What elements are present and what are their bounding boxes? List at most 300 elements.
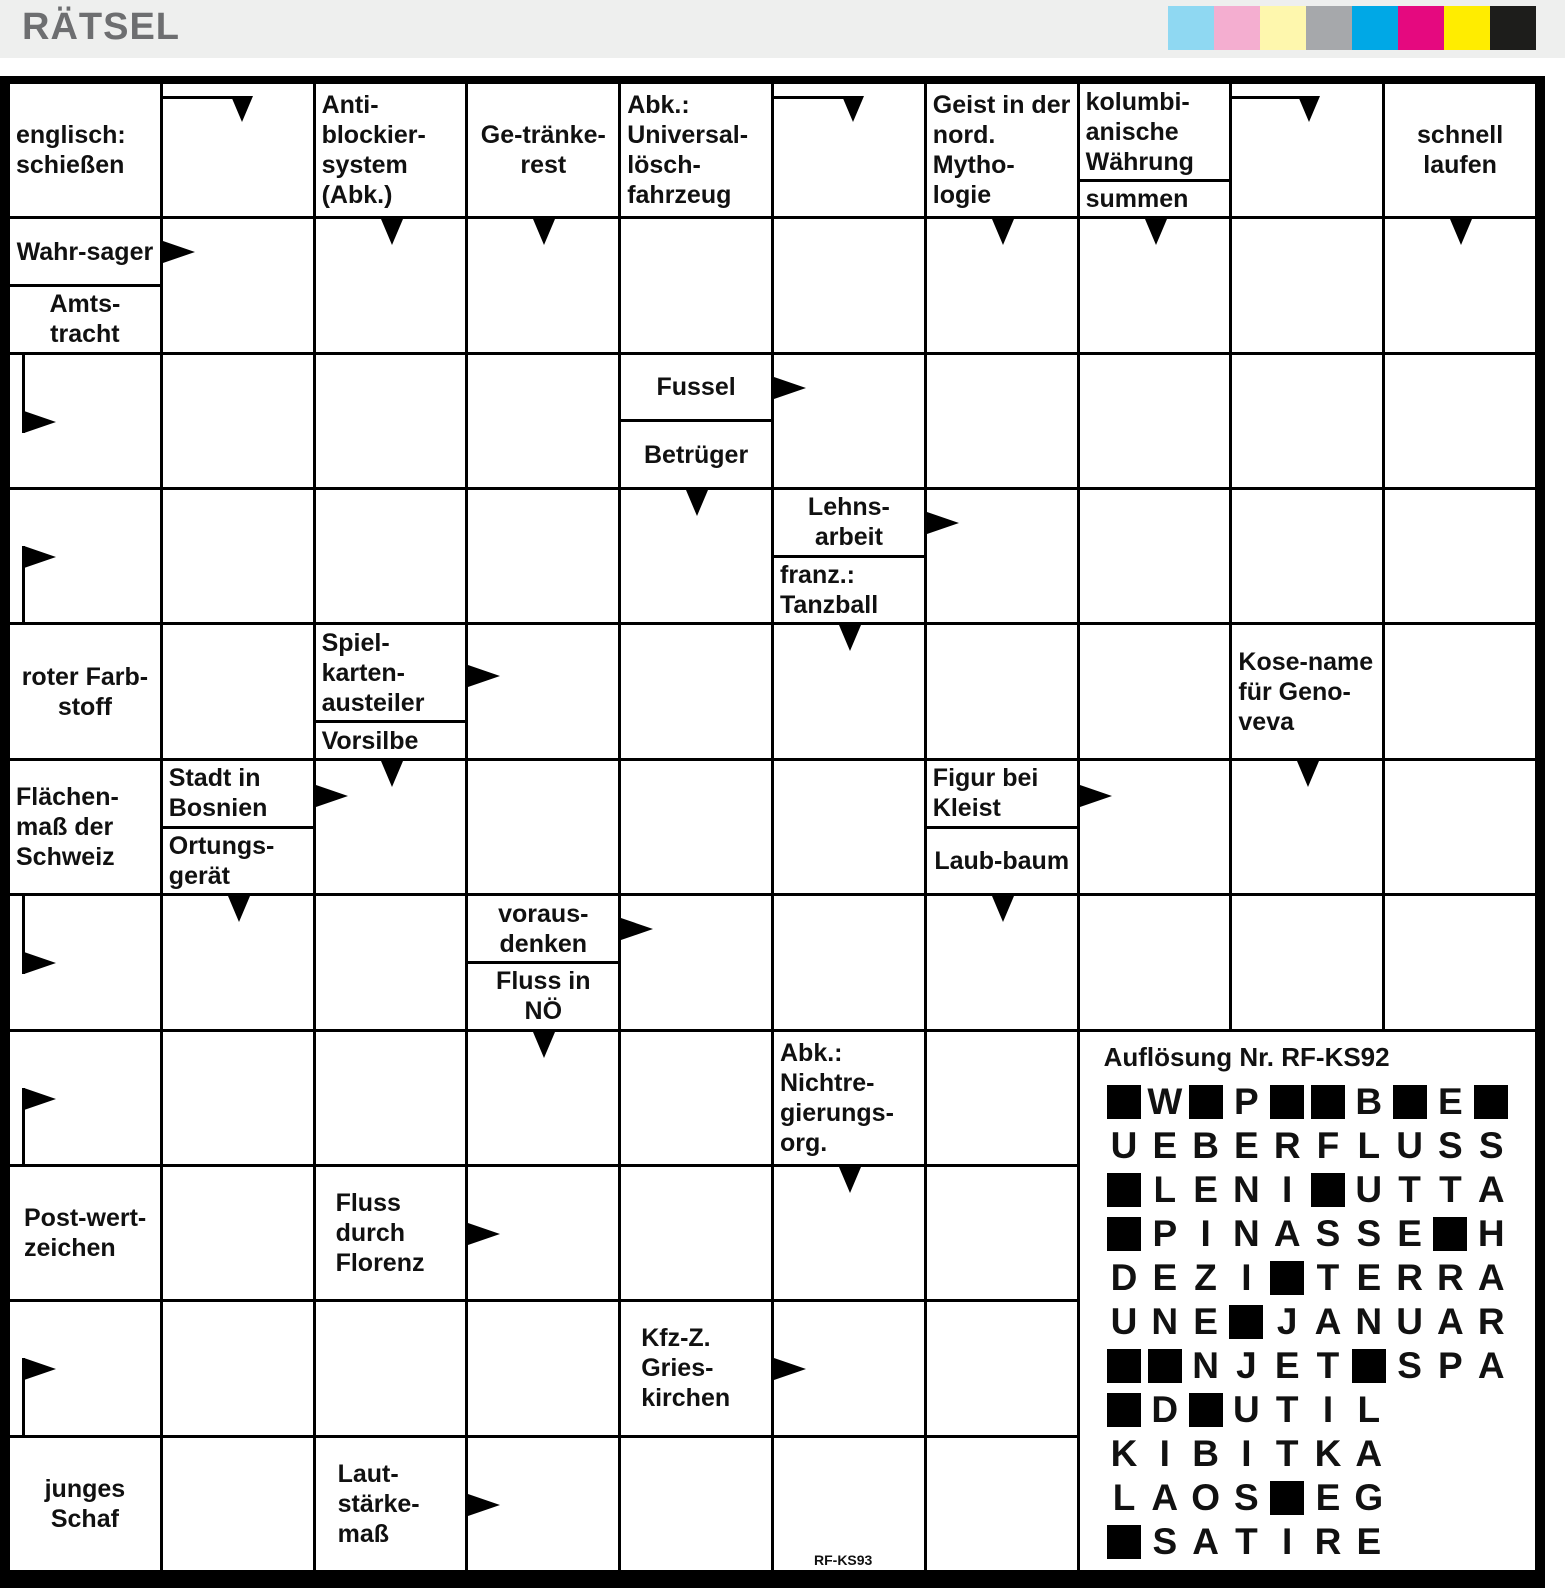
arrow-right-icon (1080, 785, 1112, 807)
solution-letter: R (1477, 1300, 1505, 1342)
clue-laubbaum: Laub-baum (927, 826, 1077, 894)
answer-cell[interactable] (163, 219, 313, 351)
clue-amtstracht: Amts-tracht (10, 284, 160, 352)
solution-letter: B (1355, 1080, 1383, 1122)
arrow-down-icon (533, 1032, 555, 1058)
solution-letter: T (1316, 1256, 1340, 1298)
solution-block-square (1270, 1085, 1304, 1119)
clue-cell (10, 761, 160, 893)
solution-letter: A (1477, 1256, 1505, 1298)
arrow-down-icon (533, 219, 555, 245)
answer-cell[interactable] (468, 1167, 618, 1299)
solution-letter: R (1396, 1256, 1423, 1298)
solution-letter: E (1274, 1344, 1300, 1386)
arrow-down-icon (1450, 219, 1472, 245)
solution-letter: H (1477, 1212, 1505, 1254)
answer-cell[interactable] (316, 1302, 466, 1434)
answer-cell[interactable] (774, 896, 924, 1028)
solution-block (1104, 1520, 1145, 1564)
answer-cell[interactable] (163, 1032, 313, 1164)
solution-block (1226, 1300, 1267, 1344)
clue-vorsilbe: Vorsilbe (316, 720, 466, 757)
solution-block-square (1270, 1261, 1304, 1295)
clue-ortungsgeraet: Ortungs-gerät (163, 826, 313, 894)
solution-block (1348, 1344, 1389, 1388)
solution-letter: E (1234, 1124, 1259, 1166)
clue-wahrsager: Wahr-sager (16, 237, 154, 266)
clue-cell (163, 761, 313, 893)
clue-schnell-laufen: schnell laufen (1417, 121, 1504, 180)
solution-block-square (1270, 1481, 1304, 1515)
solution-letter: R (1273, 1124, 1301, 1166)
answer-cell[interactable] (10, 355, 160, 487)
solution-letter: A (1355, 1432, 1383, 1474)
color-swatch (1260, 6, 1306, 50)
clue-lautstaerke: Laut-stärke-maß (337, 1459, 420, 1548)
solution-title: Auflösung Nr. RF-KS92 (1103, 1041, 1390, 1072)
answer-cell[interactable] (927, 1032, 1077, 1164)
clue-cell (1080, 84, 1230, 216)
solution-block-square (1189, 1393, 1223, 1427)
answer-cell[interactable] (621, 1438, 771, 1570)
solution-letter: T (1439, 1168, 1462, 1210)
solution-block-square (1107, 1173, 1141, 1207)
answer-cell[interactable] (316, 896, 466, 1028)
clue-kolumbianische: kolumbi-anische Währung (1085, 87, 1194, 176)
solution-letter: U (1110, 1124, 1138, 1166)
answer-cell[interactable] (468, 490, 618, 622)
answer-cell[interactable] (927, 1302, 1077, 1434)
answer-cell[interactable] (316, 490, 466, 622)
solution-letter: E (1438, 1080, 1463, 1122)
clue-englisch-schiessen: englisch: schießen (16, 121, 126, 180)
answer-cell[interactable] (1385, 219, 1535, 351)
answer-cell[interactable] (10, 490, 160, 622)
arrow-down-icon (381, 219, 403, 245)
answer-cell[interactable] (1385, 355, 1535, 487)
solution-letter: T (1398, 1168, 1421, 1210)
clue-cell (10, 1167, 160, 1299)
solution-block-square (1352, 1349, 1386, 1383)
solution-block (1267, 1256, 1308, 1300)
answer-cell[interactable] (163, 896, 313, 1028)
solution-block-square (1107, 1525, 1141, 1559)
solution-letter: L (1112, 1476, 1136, 1518)
solution-letter: A (1192, 1520, 1219, 1562)
solution-block (1308, 1168, 1349, 1212)
solution-empty (1430, 1520, 1471, 1564)
arrow-right-icon (316, 785, 348, 807)
header-bar (0, 0, 1565, 58)
arrow-right-icon (163, 241, 195, 263)
solution-block-square (1474, 1085, 1508, 1119)
arrow-right-icon (774, 377, 806, 399)
solution-block-square (1229, 1305, 1263, 1339)
clue-flaechenmass: Flächen-maß der Schweiz (16, 782, 119, 871)
arrow-down-icon (842, 96, 864, 122)
solution-letter: U (1355, 1168, 1383, 1210)
solution-letter: B (1192, 1432, 1219, 1474)
answer-cell[interactable] (316, 355, 466, 487)
answer-cell[interactable] (1080, 490, 1230, 622)
clue-fluss-noe: Fluss in NÖ (468, 961, 618, 1029)
solution-block-square (1189, 1085, 1223, 1119)
answer-cell[interactable] (163, 1167, 313, 1299)
solution-letter: T (1275, 1432, 1299, 1474)
arrow-down-icon (381, 761, 403, 787)
solution-block-square (1107, 1393, 1141, 1427)
answer-cell[interactable] (774, 625, 924, 757)
solution-letter: I (1322, 1388, 1334, 1430)
answer-cell[interactable] (1232, 490, 1382, 622)
answer-cell[interactable] (621, 625, 771, 757)
solution-letter: L (1357, 1124, 1381, 1166)
answer-cell[interactable] (163, 355, 313, 487)
solution-block (1104, 1388, 1145, 1432)
solution-letter: T (1275, 1388, 1299, 1430)
solution-letter: T (1316, 1344, 1340, 1386)
solution-letter: L (1357, 1388, 1381, 1430)
answer-cell[interactable] (468, 219, 618, 351)
arrow-down-icon (839, 625, 861, 651)
clue-cell (10, 625, 160, 757)
solution-empty (1430, 1476, 1471, 1520)
solution-letter: N (1233, 1168, 1260, 1210)
clue-figur-kleist: Figur bei Kleist (932, 764, 1039, 823)
solution-letter: S (1234, 1476, 1259, 1518)
answer-cell[interactable] (10, 1032, 160, 1164)
answer-cell[interactable] (316, 761, 466, 893)
arrow-right-icon (621, 918, 653, 940)
arrow-right-icon (24, 1088, 56, 1110)
answer-cell[interactable] (468, 761, 618, 893)
solution-letter: I (1282, 1168, 1293, 1210)
solution-letter: N (1192, 1344, 1219, 1386)
puzzle-code: RF-KS93 (814, 1551, 873, 1568)
clue-cell (621, 355, 771, 487)
solution-letter: I (1241, 1256, 1252, 1298)
solution-letter: A (1477, 1168, 1505, 1210)
clue-cell (774, 1032, 924, 1164)
answer-cell[interactable] (774, 219, 924, 351)
solution-letter: R (1437, 1256, 1464, 1298)
answer-cell[interactable] (1232, 219, 1382, 351)
answer-cell[interactable] (1385, 896, 1535, 1028)
answer-cell[interactable] (1080, 761, 1230, 893)
answer-cell[interactable] (621, 1032, 771, 1164)
clue-tanzball: franz.: Tanzball (774, 555, 924, 623)
color-swatch (1398, 6, 1444, 50)
clue-cell (316, 1167, 466, 1299)
solution-empty (1389, 1388, 1430, 1432)
solution-letter: E (1193, 1300, 1218, 1342)
solution-empty (1389, 1476, 1430, 1520)
clue-betrueger: Betrüger (621, 419, 771, 487)
clue-junges-schaf: junges Schaf (44, 1474, 126, 1533)
clue-geist: Geist in der nord. Mytho-logie (932, 91, 1071, 210)
answer-cell[interactable] (1232, 84, 1382, 216)
clue-ulf: Abk.: Universal-lösch-fahrzeug (627, 91, 749, 210)
solution-block (1267, 1476, 1308, 1520)
answer-cell[interactable] (10, 1302, 160, 1434)
color-swatch (1214, 6, 1260, 50)
arrow-down-icon (228, 896, 250, 922)
solution-letter: A (1151, 1476, 1179, 1518)
clue-postwertzeichen: Post-wert-zeichen (24, 1204, 147, 1263)
solution-letter: S (1356, 1212, 1382, 1254)
page-title: RÄTSEL (22, 6, 180, 48)
arrow-down-icon (1297, 761, 1319, 787)
answer-cell[interactable] (1385, 490, 1535, 622)
solution-letter: J (1236, 1344, 1257, 1386)
answer-cell[interactable] (163, 625, 313, 757)
clue-cell (927, 84, 1077, 216)
arrow-right-icon (24, 546, 56, 568)
clue-kfz: Kfz-Z. Gries-kirchen (641, 1324, 731, 1413)
solution-letter: D (1110, 1256, 1138, 1298)
solution-letter: T (1235, 1520, 1258, 1562)
solution-letter: F (1316, 1124, 1340, 1166)
answer-cell[interactable] (163, 84, 313, 216)
solution-letter: I (1200, 1212, 1211, 1254)
solution-letter: Z (1194, 1256, 1217, 1298)
clue-cell (10, 84, 160, 216)
clue-cell (927, 761, 1077, 893)
arrow-down-icon (1298, 96, 1320, 122)
clue-vorausdenken: voraus-denken (498, 899, 589, 958)
solution-block (1104, 1168, 1145, 1212)
solution-letter: K (1314, 1432, 1342, 1474)
arrow-down-icon (231, 96, 253, 122)
solution-letter: N (1151, 1300, 1179, 1342)
solution-letter: S (1315, 1212, 1341, 1254)
solution-letter: A (1273, 1212, 1301, 1254)
arrow-down-icon (839, 1167, 861, 1193)
arrow-right-icon (24, 952, 56, 974)
solution-letter: I (1159, 1432, 1170, 1474)
answer-cell[interactable] (621, 1167, 771, 1299)
solution-letter: P (1438, 1344, 1463, 1386)
arrow-right-icon (774, 1358, 806, 1380)
answer-cell[interactable] (774, 1167, 924, 1299)
clue-cell (316, 1438, 466, 1570)
arrow-down-icon (992, 896, 1014, 922)
answer-cell[interactable] (316, 1032, 466, 1164)
answer-cell[interactable] (1385, 761, 1535, 893)
solution-grid (1104, 1080, 1512, 1564)
clue-roter-farbstoff: roter Farb-stoff (21, 662, 149, 721)
solution-block (1389, 1080, 1430, 1124)
clue-cell (468, 896, 618, 1028)
solution-empty (1471, 1476, 1512, 1520)
clue-cell (10, 1438, 160, 1570)
solution-block-square (1311, 1085, 1345, 1119)
solution-letter: U (1396, 1300, 1423, 1342)
answer-cell[interactable] (1385, 625, 1535, 757)
color-swatch (1490, 6, 1536, 50)
clue-cell (621, 1302, 771, 1434)
solution-letter: N (1355, 1300, 1383, 1342)
arrow-down-icon (992, 219, 1014, 245)
solution-letter: E (1356, 1520, 1382, 1562)
arrow-right-icon (468, 665, 500, 687)
solution-block-square (1311, 1173, 1345, 1207)
solution-letter: E (1152, 1124, 1178, 1166)
answer-cell[interactable] (163, 1302, 313, 1434)
clue-cell (10, 219, 160, 351)
arrow-right-icon (927, 512, 959, 534)
arrow-right-icon (468, 1494, 500, 1516)
solution-letter: D (1151, 1388, 1179, 1430)
solution-letter: O (1191, 1476, 1220, 1518)
crossword-grid (10, 84, 1535, 1570)
answer-cell[interactable] (1232, 896, 1382, 1028)
solution-letter: S (1397, 1344, 1422, 1386)
solution-block-square (1148, 1349, 1182, 1383)
clue-fluss-florenz: Fluss durch Florenz (335, 1189, 425, 1278)
arrow-down-icon (686, 490, 708, 516)
solution-panel (1080, 1032, 1535, 1570)
answer-cell[interactable] (468, 1302, 618, 1434)
clue-cell (774, 490, 924, 622)
color-swatch (1352, 6, 1398, 50)
clue-abs: Anti-blockier-system (Abk.) (321, 91, 426, 210)
clue-spielkarten: Spiel-karten-austeiler (321, 628, 425, 717)
solution-empty (1471, 1520, 1512, 1564)
answer-cell[interactable] (163, 1438, 313, 1570)
arrow-right-icon (24, 411, 56, 433)
answer-cell[interactable] (927, 219, 1077, 351)
solution-block (1267, 1080, 1308, 1124)
answer-cell[interactable] (621, 219, 771, 351)
answer-cell[interactable] (468, 1032, 618, 1164)
solution-letter: U (1110, 1300, 1138, 1342)
solution-block (1104, 1080, 1145, 1124)
solution-letter: G (1354, 1476, 1384, 1518)
solution-letter: S (1438, 1124, 1463, 1166)
solution-letter: E (1152, 1256, 1178, 1298)
solution-block (1471, 1080, 1512, 1124)
clue-cell (1385, 84, 1535, 216)
solution-letter: U (1396, 1124, 1423, 1166)
color-swatches (1168, 6, 1536, 50)
solution-letter: P (1152, 1212, 1178, 1254)
clue-stadt-bosnien: Stadt in Bosnien (168, 764, 268, 823)
answer-cell[interactable] (927, 625, 1077, 757)
answer-cell[interactable] (774, 1302, 924, 1434)
answer-cell[interactable] (927, 1438, 1077, 1570)
answer-cell[interactable] (316, 219, 466, 351)
answer-cell[interactable] (1080, 219, 1230, 351)
answer-cell[interactable] (774, 1438, 924, 1570)
solution-letter: K (1110, 1432, 1138, 1474)
color-swatch (1168, 6, 1214, 50)
solution-letter: W (1147, 1080, 1183, 1122)
arrow-down-icon (1145, 219, 1167, 245)
answer-cell[interactable] (927, 355, 1077, 487)
answer-cell[interactable] (774, 761, 924, 893)
solution-letter: U (1233, 1388, 1260, 1430)
clue-cell (1232, 625, 1382, 757)
clue-fussel: Fussel (656, 373, 736, 402)
clue-kosename: Kose-name für Geno-veva (1238, 647, 1374, 736)
answer-cell[interactable] (621, 490, 771, 622)
solution-letter: S (1152, 1520, 1178, 1562)
arrow-right-icon (24, 1358, 56, 1380)
answer-cell[interactable] (927, 896, 1077, 1028)
clue-cell (468, 84, 618, 216)
answer-cell[interactable] (774, 84, 924, 216)
solution-letter: N (1233, 1212, 1260, 1254)
answer-cell[interactable] (163, 490, 313, 622)
solution-letter: E (1356, 1256, 1382, 1298)
clue-summen: summen (1080, 179, 1230, 216)
answer-cell[interactable] (774, 355, 924, 487)
answer-cell[interactable] (1080, 625, 1230, 757)
color-swatch (1444, 6, 1490, 50)
answer-cell[interactable] (1232, 355, 1382, 487)
solution-block (1144, 1344, 1185, 1388)
solution-letter: J (1276, 1300, 1298, 1342)
solution-letter: B (1192, 1124, 1219, 1166)
solution-block (1308, 1080, 1349, 1124)
clue-ngo: Abk.: Nichtre-gierungs-org. (780, 1038, 894, 1157)
solution-letter: P (1234, 1080, 1259, 1122)
answer-cell[interactable] (10, 896, 160, 1028)
solution-letter: E (1397, 1212, 1422, 1254)
solution-block (1185, 1080, 1226, 1124)
answer-cell[interactable] (468, 355, 618, 487)
solution-empty (1389, 1432, 1430, 1476)
answer-cell[interactable] (468, 625, 618, 757)
answer-cell[interactable] (468, 1438, 618, 1570)
solution-empty (1430, 1432, 1471, 1476)
solution-letter: A (1477, 1344, 1505, 1386)
solution-block (1185, 1388, 1226, 1432)
solution-letter: L (1153, 1168, 1177, 1210)
solution-letter: E (1193, 1168, 1218, 1210)
solution-letter: I (1241, 1432, 1252, 1474)
solution-block-square (1107, 1085, 1141, 1119)
arrow-right-icon (468, 1223, 500, 1245)
solution-empty (1471, 1388, 1512, 1432)
answer-cell[interactable] (621, 761, 771, 893)
solution-empty (1471, 1432, 1512, 1476)
solution-letter: E (1315, 1476, 1341, 1518)
solution-empty (1389, 1520, 1430, 1564)
solution-block (1104, 1344, 1145, 1388)
solution-empty (1430, 1388, 1471, 1432)
solution-letter: A (1314, 1300, 1342, 1342)
clue-lehnsarbeit: Lehns-arbeit (807, 493, 890, 552)
solution-letter: I (1282, 1520, 1293, 1562)
solution-block (1430, 1212, 1471, 1256)
solution-block-square (1433, 1217, 1467, 1251)
answer-cell[interactable] (1080, 896, 1230, 1028)
solution-block-square (1107, 1349, 1141, 1383)
answer-cell[interactable] (927, 1167, 1077, 1299)
clue-cell (316, 625, 466, 757)
answer-cell[interactable] (1232, 761, 1382, 893)
clue-cell (621, 84, 771, 216)
solution-block-square (1107, 1217, 1141, 1251)
answer-cell[interactable] (927, 490, 1077, 622)
solution-letter: R (1314, 1520, 1342, 1562)
solution-block-square (1393, 1085, 1427, 1119)
answer-cell[interactable] (621, 896, 771, 1028)
solution-letter: S (1478, 1124, 1504, 1166)
answer-cell[interactable] (1080, 355, 1230, 487)
